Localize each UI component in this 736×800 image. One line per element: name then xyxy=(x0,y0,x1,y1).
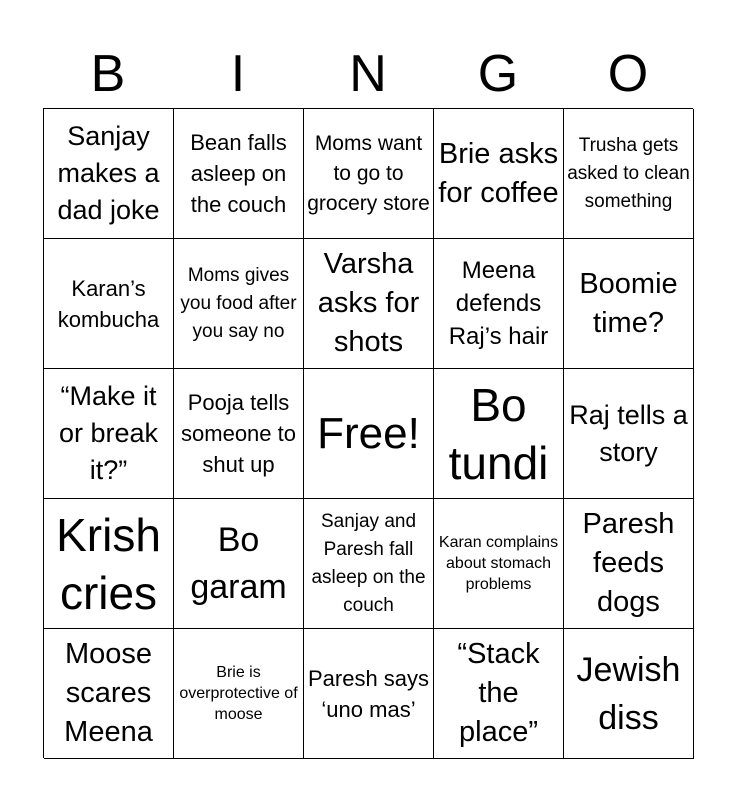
header-letter-i: I xyxy=(230,45,246,103)
bingo-cell[interactable]: Brie is overprotective of moose xyxy=(174,629,304,759)
bingo-cell[interactable]: Bo garam xyxy=(174,499,304,629)
bingo-cell[interactable]: Karan complains about stomach problems xyxy=(434,499,564,629)
bingo-cell[interactable]: Sanjay makes a dad joke xyxy=(44,109,174,239)
bingo-cell[interactable]: Trusha gets asked to clean something xyxy=(564,109,694,239)
bingo-cell-free[interactable]: Free! xyxy=(304,369,434,499)
bingo-cell[interactable]: Boomie time? xyxy=(564,239,694,369)
bingo-cell[interactable]: Bo tundi xyxy=(434,369,564,499)
header-letter-b: B xyxy=(90,45,126,103)
header-letter-n: N xyxy=(349,45,387,103)
bingo-cell[interactable]: Raj tells a story xyxy=(564,369,694,499)
bingo-cell[interactable]: “Make it or break it?” xyxy=(44,369,174,499)
bingo-cell[interactable]: Sanjay and Paresh fall asleep on the couch xyxy=(304,499,434,629)
bingo-cell[interactable]: Varsha asks for shots xyxy=(304,239,434,369)
bingo-cell[interactable]: Krish cries xyxy=(44,499,174,629)
bingo-cell[interactable]: “Stack the place” xyxy=(434,629,564,759)
bingo-cell[interactable]: Bean falls asleep on the couch xyxy=(174,109,304,239)
bingo-cell[interactable]: Moose scares Meena xyxy=(44,629,174,759)
bingo-cell[interactable]: Karan’s kombucha xyxy=(44,239,174,369)
bingo-cell[interactable]: Moms want to go to grocery store xyxy=(304,109,434,239)
bingo-cell[interactable]: Brie asks for coffee xyxy=(434,109,564,239)
bingo-cell[interactable]: Paresh says ‘uno mas’ xyxy=(304,629,434,759)
bingo-cell[interactable]: Paresh feeds dogs xyxy=(564,499,694,629)
bingo-cell[interactable]: Pooja tells someone to shut up xyxy=(174,369,304,499)
bingo-grid xyxy=(43,108,693,758)
bingo-cell[interactable]: Moms gives you food after you say no xyxy=(174,239,304,369)
bingo-cell[interactable]: Meena defends Raj’s hair xyxy=(434,239,564,369)
bingo-cell[interactable]: Jewish diss xyxy=(564,629,694,759)
header-letter-g: G xyxy=(477,45,519,103)
header-letter-o: O xyxy=(607,45,649,103)
bingo-header xyxy=(43,40,693,108)
